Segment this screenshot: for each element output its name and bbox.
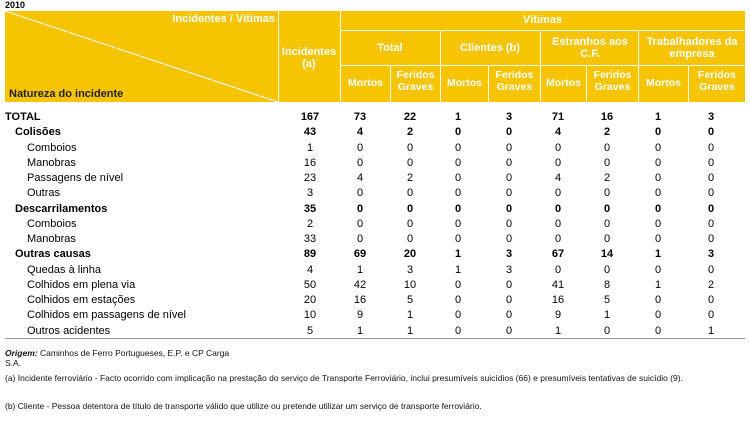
cell-value: 67 [551, 248, 565, 261]
cell-value: 14 [600, 248, 614, 261]
header-estranhos: Estranhos aos C.F. [552, 36, 628, 60]
cell-value: 10 [303, 309, 317, 322]
cell-value: 2 [603, 126, 611, 139]
cell-value: 1 [654, 111, 662, 123]
cell-value: 0 [707, 141, 715, 154]
cell-value: 1 [356, 263, 364, 276]
cell-value: 0 [505, 309, 513, 322]
cell-value: 0 [603, 217, 611, 230]
footer-origem-label: Origem: [5, 348, 38, 358]
cell-value: 10 [403, 278, 417, 291]
table-row [5, 324, 745, 339]
cell-value: 41 [551, 278, 565, 291]
table-row [5, 247, 745, 262]
cell-value: 3 [505, 248, 513, 261]
cell-value: 0 [406, 217, 414, 230]
cell-value: 0 [554, 217, 562, 230]
cell-value: 1 [454, 263, 462, 276]
cell-value: 0 [454, 172, 462, 184]
cell-value: 0 [603, 263, 611, 276]
cell-value: 0 [505, 141, 513, 154]
cell-value: 0 [454, 309, 462, 322]
cell-value: 2 [406, 126, 414, 139]
cell-value: 0 [505, 294, 513, 306]
header-natureza: Natureza do incidente [9, 88, 124, 100]
footer-note-b: (b) Cliente - Pessoa detentora de título de transporte válido que utilize ou pretende utilizar um serviço de transporte ferroviário. [5, 401, 482, 411]
cell-value: 5 [306, 324, 314, 337]
cell-value: 0 [603, 324, 611, 337]
table-row [5, 308, 745, 323]
header-total: Total [377, 42, 403, 54]
row-label: Passagens de nível [27, 172, 124, 184]
row-label: Outros acidentes [27, 324, 111, 337]
cell-value: 0 [406, 156, 414, 169]
cell-value: 33 [303, 233, 317, 245]
cell-value: 0 [454, 187, 462, 200]
cell-value: 89 [303, 248, 317, 261]
cell-value: 0 [707, 309, 715, 322]
cell-value: 1 [454, 248, 462, 261]
cell-value: 0 [554, 187, 562, 200]
cell-value: 2 [406, 172, 414, 184]
cell-value: 0 [603, 141, 611, 154]
cell-value: 0 [505, 278, 513, 291]
footer-note-a: (a) Incidente ferroviário - Facto ocorrido com implicação na prestação do serviço de Transporte Ferroviário, inclui presumíveis suicídios (66) e presumíveis tentativas de suicídio (9). [5, 373, 683, 383]
cell-value: 5 [406, 294, 414, 306]
cell-value: 0 [554, 202, 562, 215]
cell-value: 16 [551, 294, 565, 306]
cell-value: 3 [406, 263, 414, 276]
cell-value: 0 [654, 217, 662, 230]
cell-value: 3 [505, 263, 513, 276]
cell-value: 0 [654, 141, 662, 154]
cell-value: 0 [356, 233, 364, 245]
cell-value: 0 [406, 202, 414, 215]
cell-value: 0 [554, 156, 562, 169]
cell-value: 73 [353, 111, 367, 123]
cell-value: 1 [707, 324, 715, 337]
cell-value: 0 [505, 233, 513, 245]
header-trabalhadores: Trabalhadores da empresa [646, 36, 738, 60]
cell-value: 1 [554, 324, 562, 337]
footer-origem-text: Caminhos de Ferro Portugueses, E.P. e CP Carga [39, 348, 230, 358]
row-label: Comboios [27, 217, 77, 230]
cell-value: 16 [353, 294, 367, 306]
cell-value: 0 [505, 126, 513, 139]
header-feridos-total: Feridos Graves [396, 69, 435, 93]
cell-value: 0 [454, 324, 462, 337]
cell-value: 0 [707, 263, 715, 276]
cell-value: 20 [403, 248, 417, 261]
cell-value: 35 [303, 202, 317, 215]
table-row [5, 156, 745, 171]
table-row [5, 278, 745, 293]
cell-value: 1 [406, 309, 414, 322]
cell-value: 0 [454, 233, 462, 245]
cell-value: 0 [454, 294, 462, 306]
cell-value: 0 [707, 217, 715, 230]
cell-value: 0 [406, 187, 414, 200]
cell-value: 2 [603, 172, 611, 184]
cell-value: 0 [454, 202, 462, 215]
cell-value: 50 [303, 278, 317, 291]
cell-value: 5 [603, 294, 611, 306]
header-incidentes: Incidentes (a) [281, 46, 337, 70]
cell-value: 22 [403, 111, 417, 123]
footer-sa: S.A. [5, 358, 22, 368]
cell-value: 1 [654, 248, 662, 261]
row-label: Descarrilamentos [15, 202, 108, 215]
cell-value: 0 [707, 294, 715, 306]
cell-value: 3 [707, 248, 715, 261]
cell-value: 16 [303, 156, 317, 169]
cell-value: 1 [306, 141, 314, 154]
cell-value: 0 [505, 324, 513, 337]
cell-value: 0 [454, 141, 462, 154]
cell-value: 0 [454, 126, 462, 139]
cell-value: 3 [707, 111, 715, 123]
cell-value: 42 [353, 278, 367, 291]
cell-value: 0 [505, 202, 513, 215]
cell-value: 3 [505, 111, 513, 123]
cell-value: 4 [554, 172, 562, 184]
cell-value: 0 [554, 141, 562, 154]
cell-value: 0 [603, 187, 611, 200]
cell-value: 0 [356, 156, 364, 169]
header-mortos-clientes: Mortos [447, 77, 482, 89]
cell-value: 0 [505, 187, 513, 200]
cell-value: 0 [654, 324, 662, 337]
cell-value: 0 [454, 156, 462, 169]
table-row [5, 141, 745, 156]
cell-value: 0 [707, 156, 715, 169]
row-label: Outras causas [15, 248, 91, 261]
row-label: Comboios [27, 141, 77, 154]
cell-value: 0 [406, 141, 414, 154]
cell-value: 0 [654, 202, 662, 215]
cell-value: 1 [406, 324, 414, 337]
row-label: TOTAL [5, 111, 41, 123]
table-row [5, 293, 745, 308]
cell-value: 0 [356, 217, 364, 230]
header-mortos-total: Mortos [348, 77, 383, 89]
table-row [5, 125, 745, 140]
table-row [5, 232, 745, 247]
cell-value: 0 [654, 156, 662, 169]
cell-value: 0 [454, 278, 462, 291]
row-label: Quedas à linha [27, 263, 101, 276]
row-label: Colhidos em passagens de nível [27, 309, 186, 322]
year-label: 2010 [5, 0, 26, 10]
header-feridos-clientes: Feridos Graves [495, 69, 534, 93]
table-row [5, 110, 745, 125]
row-label: Colisões [15, 126, 61, 139]
cell-value: 16 [600, 111, 614, 123]
header-incidentes-vitimas: Incidentes / Vítimas [172, 13, 275, 25]
cell-value: 0 [707, 172, 715, 184]
cell-value: 0 [406, 233, 414, 245]
cell-value: 4 [306, 263, 314, 276]
table-row [5, 263, 745, 278]
cell-value: 0 [707, 187, 715, 200]
header-vitimas: Vítimas [522, 14, 563, 26]
cell-value: 0 [707, 233, 715, 245]
cell-value: 0 [654, 263, 662, 276]
table-row [5, 171, 745, 186]
cell-value: 23 [303, 172, 317, 184]
cell-value: 0 [654, 233, 662, 245]
row-label: Manobras [27, 156, 76, 169]
row-label: Colhidos em plena via [27, 278, 136, 291]
row-label: Colhidos em estações [27, 294, 136, 306]
footer-origem [5, 348, 229, 358]
cell-value: 9 [554, 309, 562, 322]
cell-value: 0 [707, 202, 715, 215]
cell-value: 2 [306, 217, 314, 230]
table-bottom-rule [5, 338, 745, 339]
cell-value: 0 [654, 187, 662, 200]
header-feridos-estranhos: Feridos Graves [593, 69, 632, 93]
cell-value: 1 [454, 111, 462, 123]
cell-value: 0 [454, 217, 462, 230]
cell-value: 0 [654, 294, 662, 306]
cell-value: 167 [300, 111, 320, 123]
cell-value: 0 [505, 217, 513, 230]
cell-value: 1 [654, 278, 662, 291]
header-feridos-trabalhadores: Feridos Graves [698, 69, 736, 93]
table-row [5, 217, 745, 232]
cell-value: 20 [303, 294, 317, 306]
cell-value: 8 [603, 278, 611, 291]
cell-value: 0 [654, 309, 662, 322]
cell-value: 4 [554, 126, 562, 139]
cell-value: 0 [554, 263, 562, 276]
cell-value: 0 [554, 233, 562, 245]
cell-value: 4 [356, 126, 364, 139]
cell-value: 0 [654, 172, 662, 184]
cell-value: 9 [356, 309, 364, 322]
cell-value: 43 [303, 126, 317, 139]
cell-value: 0 [356, 202, 364, 215]
row-label: Manobras [27, 233, 76, 245]
cell-value: 1 [356, 324, 364, 337]
cell-value: 0 [505, 156, 513, 169]
cell-value: 4 [356, 172, 364, 184]
cell-value: 2 [707, 278, 715, 291]
table-row [5, 202, 745, 217]
cell-value: 0 [654, 126, 662, 139]
cell-value: 0 [603, 233, 611, 245]
cell-value: 1 [603, 309, 611, 322]
cell-value: 69 [353, 248, 367, 261]
cell-value: 71 [551, 111, 565, 123]
header-clientes: Clientes (b) [460, 42, 520, 54]
cell-value: 0 [603, 202, 611, 215]
cell-value: 0 [356, 187, 364, 200]
table-body [5, 110, 745, 339]
row-label: Outras [27, 187, 61, 200]
cell-value: 0 [356, 141, 364, 154]
header-mortos-estranhos: Mortos [546, 77, 581, 89]
cell-value: 3 [306, 187, 314, 200]
header-mortos-trabalhadores: Mortos [646, 77, 681, 89]
cell-value: 0 [707, 126, 715, 139]
table-row [5, 186, 745, 201]
cell-value: 0 [505, 172, 513, 184]
cell-value: 0 [603, 156, 611, 169]
